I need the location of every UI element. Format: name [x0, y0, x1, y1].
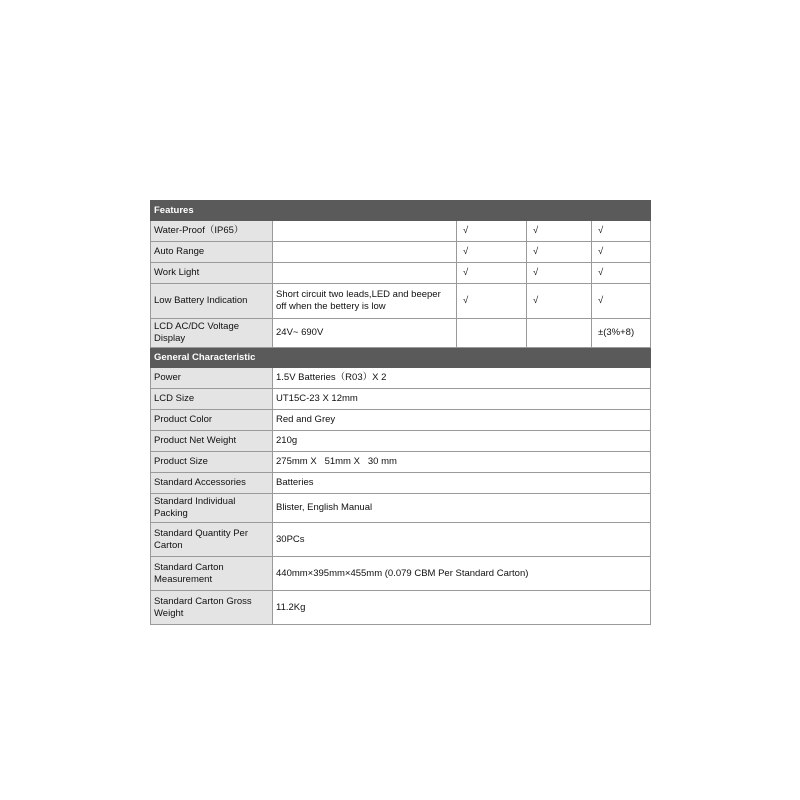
features-section-header [151, 201, 651, 221]
feature-label: Water-Proof（IP65） [151, 221, 273, 242]
general-value: 440mm×395mm×455mm (0.079 CBM Per Standard Carton) [273, 557, 651, 591]
feature-check-2: √ [527, 221, 592, 242]
general-value: Batteries [273, 473, 651, 494]
feature-row [151, 221, 651, 242]
general-row [151, 410, 651, 431]
feature-check-1: √ [457, 221, 527, 242]
feature-value [273, 242, 457, 263]
feature-row [151, 284, 651, 319]
general-label: Product Net Weight [151, 431, 273, 452]
general-row [151, 431, 651, 452]
general-header-label: General Characteristic [151, 348, 651, 368]
feature-label: LCD AC/DC Voltage Display [151, 319, 273, 348]
general-label: Standard Carton Measurement [151, 557, 273, 591]
general-row [151, 473, 651, 494]
general-value: 1.5V Batteries（R03）X 2 [273, 368, 651, 389]
general-row [151, 368, 651, 389]
spec-table [150, 200, 651, 625]
feature-check-3: √ [592, 263, 651, 284]
general-row [151, 452, 651, 473]
general-value: 30PCs [273, 523, 651, 557]
feature-value [273, 263, 457, 284]
feature-check-2: √ [527, 284, 592, 319]
feature-check-3: √ [592, 242, 651, 263]
general-label: Standard Accessories [151, 473, 273, 494]
general-label: LCD Size [151, 389, 273, 410]
feature-row [151, 319, 651, 348]
general-row [151, 591, 651, 625]
feature-check-3: √ [592, 221, 651, 242]
general-label: Power [151, 368, 273, 389]
general-row [151, 494, 651, 523]
feature-label: Low Battery Indication [151, 284, 273, 319]
feature-check-1: √ [457, 242, 527, 263]
feature-value: 24V~ 690V [273, 319, 457, 348]
general-label: Product Size [151, 452, 273, 473]
general-value: Red and Grey [273, 410, 651, 431]
features-header-label: Features [151, 201, 651, 221]
feature-check-1: √ [457, 263, 527, 284]
general-value: UT15C-23 X 12mm [273, 389, 651, 410]
general-value: 210g [273, 431, 651, 452]
feature-check-2 [527, 319, 592, 348]
feature-check-1: √ [457, 284, 527, 319]
feature-row [151, 263, 651, 284]
general-row [151, 557, 651, 591]
feature-row [151, 242, 651, 263]
general-section-header [151, 348, 651, 368]
feature-check-2: √ [527, 242, 592, 263]
feature-value: Short circuit two leads,LED and beeper off when the bettery is low [273, 284, 457, 319]
general-row [151, 389, 651, 410]
general-label: Product Color [151, 410, 273, 431]
feature-label: Work Light [151, 263, 273, 284]
feature-check-3: ±(3%+8) [592, 319, 651, 348]
general-label: Standard Carton Gross Weight [151, 591, 273, 625]
feature-check-1 [457, 319, 527, 348]
general-value: 275mm X 51mm X 30 mm [273, 452, 651, 473]
general-value: Blister, English Manual [273, 494, 651, 523]
feature-label: Auto Range [151, 242, 273, 263]
general-value: 11.2Kg [273, 591, 651, 625]
general-label: Standard Individual Packing [151, 494, 273, 523]
feature-check-3: √ [592, 284, 651, 319]
general-label: Standard Quantity Per Carton [151, 523, 273, 557]
general-row [151, 523, 651, 557]
feature-value [273, 221, 457, 242]
feature-check-2: √ [527, 263, 592, 284]
